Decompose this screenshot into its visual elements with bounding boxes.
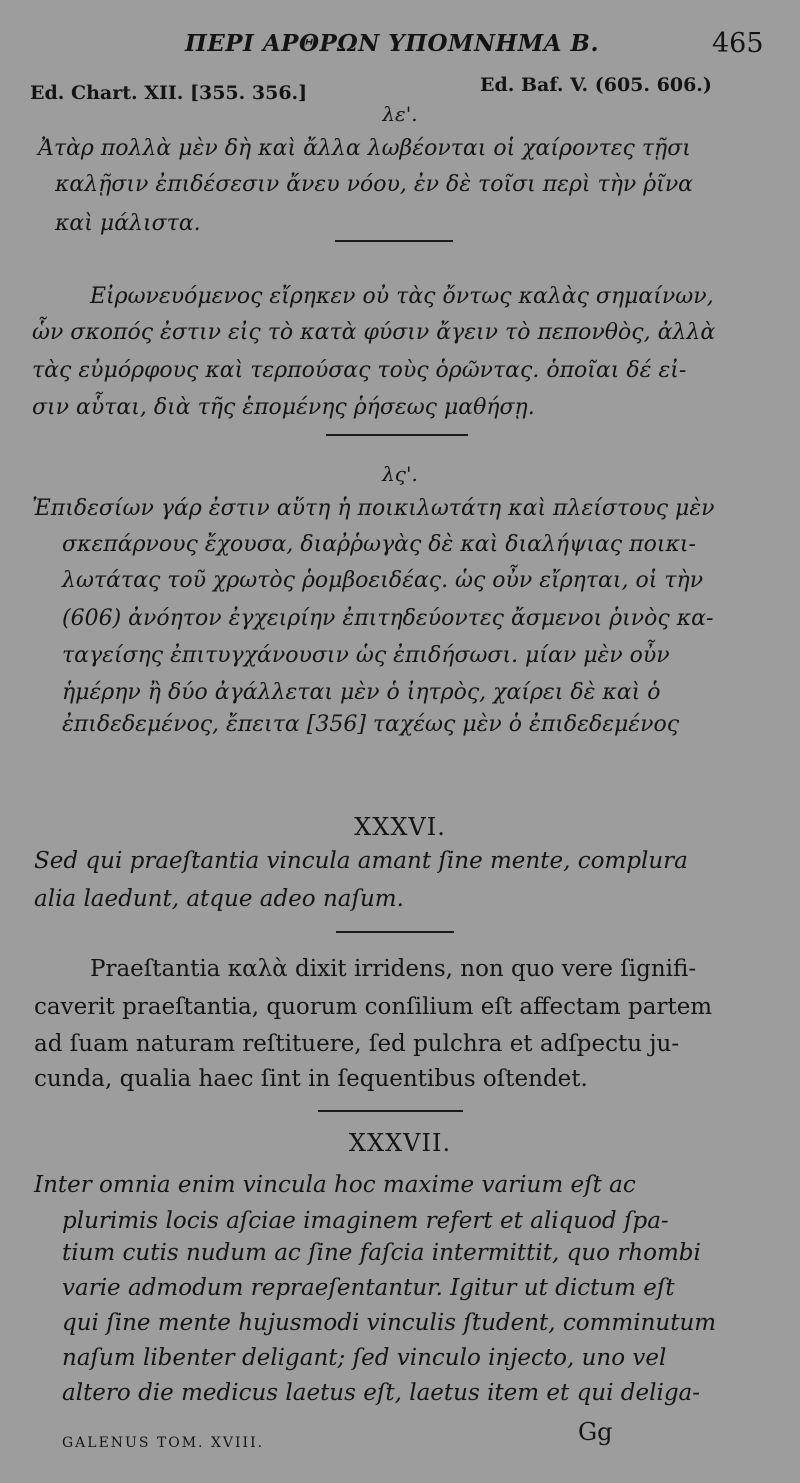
text-line: σκεπάρνους ἔχουσα, διαῤῥωγὰς δὲ καὶ διαλήψιας ποικι-: [62, 532, 696, 557]
running-title: ΠΕΡΙ ΑΡΘΡΩΝ ΥΠΟΜΝΗΜΑ Β.: [185, 30, 599, 57]
text-line: Ἐπιδεσίων γάρ ἐστιν αὕτη ἡ ποικιλωτάτη καὶ πλείστους μὲν: [32, 496, 715, 521]
footer-signature-mark: Gg: [578, 1418, 613, 1446]
text-line: ἐπιδεδεμένος, ἔπειτα [356] ταχέως μὲν ὁ ἐπιδεδεμένος: [62, 712, 680, 737]
text-line: Inter omnia enim vincula hoc maxime varium eſt ac: [34, 1172, 636, 1198]
text-line: altero die medicus laetus eſt, laetus item et qui deliga-: [62, 1380, 701, 1406]
text-line: qui ſine mente hujusmodi vinculis ſtudent, comminutum: [62, 1310, 717, 1336]
text-line: Ἀτὰρ πολλὰ μὲν δὴ καὶ ἄλλα λωβέονται οἱ χαίροντες τῇσι: [38, 136, 691, 161]
text-line: plurimis locis aſciae imaginem refert et aliquod ſpa-: [62, 1208, 669, 1234]
section-divider: [336, 931, 454, 933]
text-line: ἡμέρην ἢ δύο ἀγάλλεται μὲν ὁ ἰητρὸς, χαίρει δὲ καὶ ὁ: [62, 680, 661, 705]
section-divider: [335, 240, 453, 242]
text-line: ταγείσης ἐπιτυγχάνουσιν ὡς ἐπιδήσωσι. μίαν μὲν οὖν: [62, 643, 670, 668]
text-line: caverit praeſtantia, quorum conſilium eſt affectam partem: [34, 994, 713, 1020]
text-line: λωτάτας τοῦ χρωτὸς ῥομβοειδέας. ὡς οὖν εἴρηται, οἱ τὴν: [62, 568, 704, 593]
text-line: Sed qui praeſtantia vincula amant ſine mente, complura: [34, 848, 688, 874]
text-line: ad ſuam naturam reſtituere, ſed pulchra et adſpectu ju-: [34, 1031, 680, 1057]
text-line: σιν αὗται, διὰ τῆς ἑπομένης ῥήσεως μαθήσῃ.: [32, 395, 535, 420]
text-line: Εἰρωνευόμενος εἴρηκεν οὐ τὰς ὄντως καλὰς σημαίνων,: [90, 284, 714, 309]
text-line: alia laedunt, atque adeo naſum.: [34, 886, 404, 912]
text-line: tium cutis nudum ac ſine faſcia intermittit, quo rhombi: [62, 1240, 701, 1266]
section-number-greek-35: λε'.: [382, 102, 418, 126]
section-divider: [326, 434, 468, 436]
text-line: (606) ἀνόητον ἐγχειρίην ἐπιτηδεύοντες ἄσμενοι ῥινὸς κα-: [62, 606, 714, 631]
footer-collection-title: GALENUS TOM. XVIII.: [62, 1435, 265, 1451]
text-line: καλῇσιν ἐπιδέσεσιν ἄνευ νόου, ἐν δὲ τοῖσι περὶ τὴν ῥῖνα: [55, 172, 694, 197]
page-number: 465: [712, 28, 764, 59]
text-line: naſum libenter deligant; ſed vinculo injecto, uno vel: [62, 1345, 667, 1371]
section-number-latin-37: XXXVII.: [348, 1129, 452, 1157]
edition-basel-ref: Ed. Baf. V. (605. 606.): [480, 74, 712, 96]
text-line: cunda, qualia haec ſint in ſequentibus oſtendet.: [34, 1066, 588, 1092]
text-line: καὶ μάλιστα.: [55, 211, 201, 236]
edition-chart-ref: Ed. Chart. XII. [355. 356.]: [30, 82, 308, 104]
text-line: τὰς εὐμόρφους καὶ τερπούσας τοὺς ὁρῶντας. ὁποῖαι δέ εἰ-: [32, 358, 687, 383]
section-number-latin-36: XXXVI.: [354, 813, 446, 841]
text-line: ὧν σκοπός ἐστιν εἰς τὸ κατὰ φύσιν ἄγειν τὸ πεπονθὸς, ἀλλὰ: [32, 320, 716, 345]
section-divider: [318, 1110, 463, 1112]
text-line: Praeſtantia καλὰ dixit irridens, non quo vere ſignifi-: [90, 956, 697, 982]
text-line: varie admodum repraeſentantur. Igitur ut dictum eſt: [62, 1275, 675, 1301]
section-number-greek-36: λς'.: [382, 462, 418, 486]
